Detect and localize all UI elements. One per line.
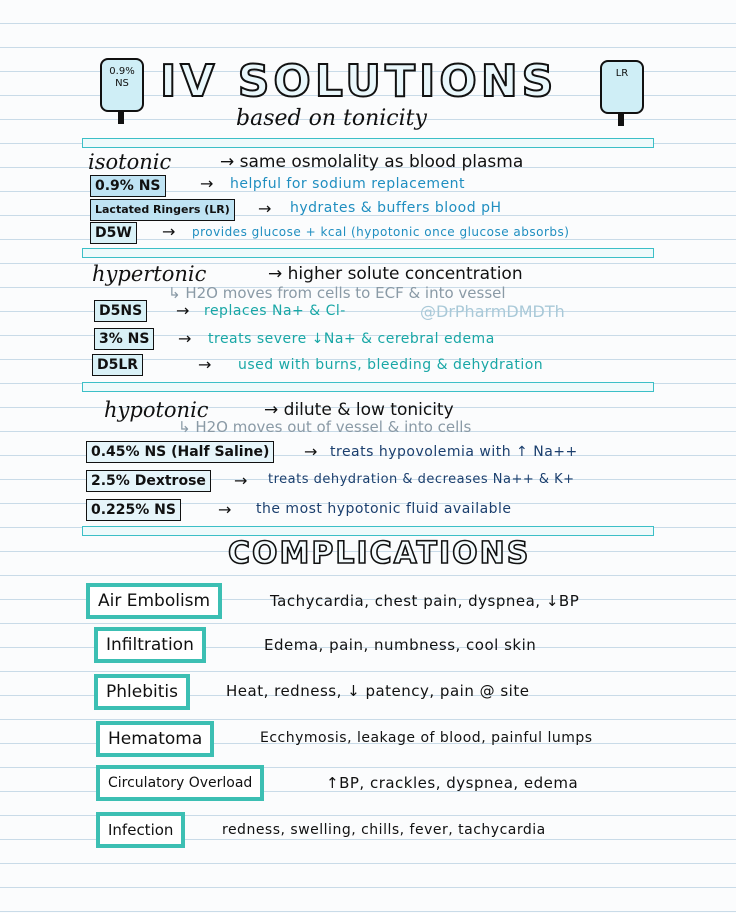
arrow-icon: → bbox=[258, 199, 272, 218]
section-heading-hypertonic: hypertonic bbox=[92, 262, 207, 286]
arrow-icon: → bbox=[162, 222, 176, 241]
section-note: ↳ H2O moves from cells to ECF & into vessel bbox=[168, 284, 506, 302]
complication-signs: redness, swelling, chills, fever, tachycardia bbox=[222, 822, 546, 838]
arrow-icon: → bbox=[176, 301, 190, 320]
iv-bag-label: 0.9% NS bbox=[109, 66, 135, 89]
complication-tag: Hematoma bbox=[96, 721, 214, 757]
solution-tag: Lactated Ringers (LR) bbox=[90, 199, 235, 221]
complication-signs: Heat, redness, ↓ patency, pain @ site bbox=[226, 682, 530, 700]
arrow-icon: → bbox=[234, 471, 248, 490]
complication-signs: Edema, pain, numbness, cool skin bbox=[264, 636, 537, 654]
solution-use: provides glucose + kcal (hypotonic once glucose absorbs) bbox=[192, 225, 570, 239]
arrow-icon: → bbox=[304, 442, 318, 461]
solution-tag: 2.5% Dextrose bbox=[86, 470, 211, 492]
section-heading-hypotonic: hypotonic bbox=[104, 398, 209, 422]
section-heading-isotonic: isotonic bbox=[88, 150, 172, 174]
complication-tag: Infection bbox=[96, 812, 185, 848]
complication-tag: Circulatory Overload bbox=[96, 765, 264, 801]
complication-tag: Phlebitis bbox=[94, 674, 190, 710]
arrow-icon: → bbox=[200, 174, 214, 193]
iv-bag-icon bbox=[600, 60, 644, 114]
complication-tag: Infiltration bbox=[94, 627, 206, 663]
solution-tag: D5NS bbox=[94, 300, 147, 322]
solution-use: the most hypotonic fluid available bbox=[256, 501, 512, 517]
section-description: → dilute & low tonicity bbox=[264, 400, 454, 420]
solution-use: hydrates & buffers blood pH bbox=[290, 200, 502, 216]
complication-signs: ↑BP, crackles, dyspnea, edema bbox=[326, 774, 579, 792]
divider bbox=[82, 382, 654, 392]
iv-bag-icon bbox=[100, 58, 144, 112]
solution-use: treats dehydration & decreases Na++ & K+ bbox=[268, 472, 575, 487]
page-subtitle: based on tonicity bbox=[236, 106, 427, 131]
solution-tag: 0.45% NS (Half Saline) bbox=[86, 441, 274, 463]
solution-use: treats severe ↓Na+ & cerebral edema bbox=[208, 331, 495, 347]
solution-use: used with burns, bleeding & dehydration bbox=[238, 357, 544, 373]
section-description: → higher solute concentration bbox=[268, 264, 523, 284]
iv-bag-label: LR bbox=[615, 68, 629, 79]
solution-use: helpful for sodium replacement bbox=[230, 176, 466, 192]
solution-use: replaces Na+ & Cl- bbox=[204, 303, 346, 319]
divider bbox=[82, 138, 654, 148]
solution-tag: D5W bbox=[90, 222, 137, 244]
arrow-icon: → bbox=[198, 355, 212, 374]
solution-tag: 0.9% NS bbox=[90, 175, 166, 197]
solution-tag: 0.225% NS bbox=[86, 499, 181, 521]
solution-tag: 3% NS bbox=[94, 328, 154, 350]
solution-tag: D5LR bbox=[92, 354, 143, 376]
complication-tag: Air Embolism bbox=[86, 583, 222, 619]
complication-signs: Ecchymosis, leakage of blood, painful lumps bbox=[260, 730, 593, 746]
divider bbox=[82, 248, 654, 258]
section-note: ↳ H2O moves out of vessel & into cells bbox=[178, 418, 472, 436]
complications-title: COMPLICATIONS bbox=[228, 536, 531, 571]
arrow-icon: → bbox=[218, 500, 232, 519]
page-title: IV SOLUTIONS bbox=[160, 56, 558, 107]
complication-signs: Tachycardia, chest pain, dyspnea, ↓BP bbox=[270, 592, 580, 610]
arrow-icon: → bbox=[178, 329, 192, 348]
watermark: @DrPharmDMDTh bbox=[420, 302, 565, 321]
section-description: → same osmolality as blood plasma bbox=[220, 152, 524, 172]
divider bbox=[82, 526, 654, 536]
solution-use: treats hypovolemia with ↑ Na++ bbox=[330, 444, 578, 460]
